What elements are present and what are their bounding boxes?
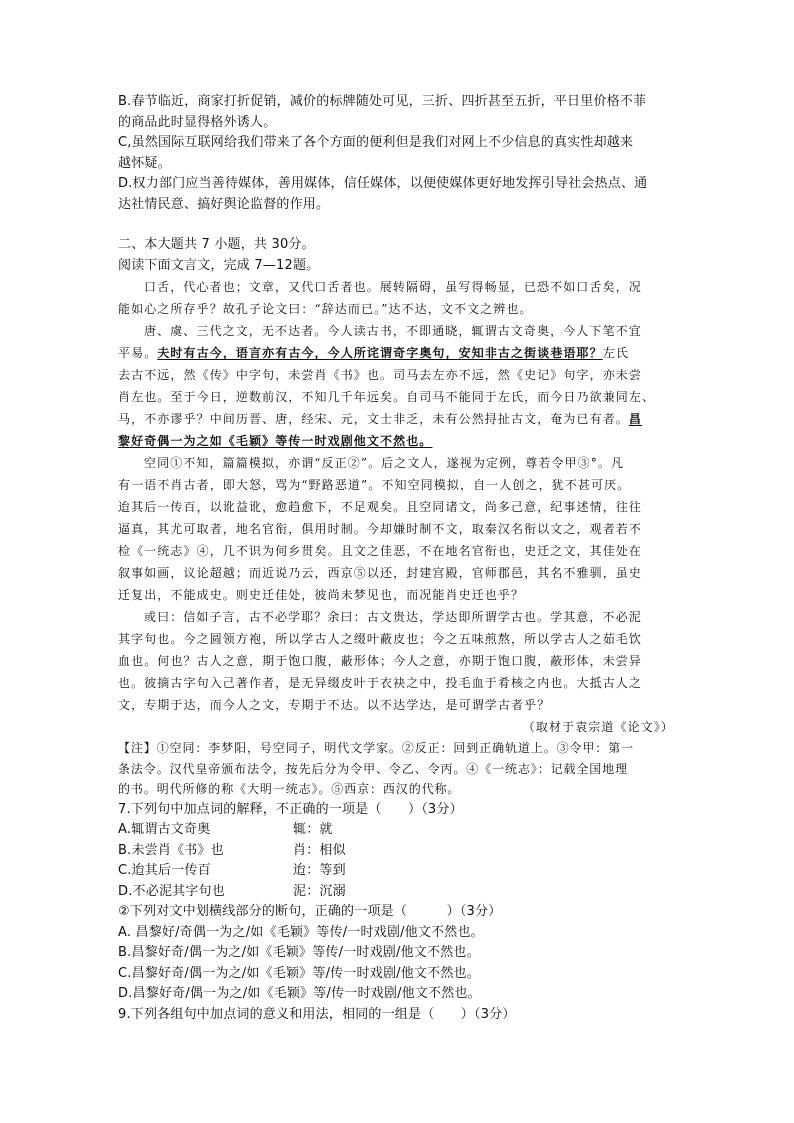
q6-option-d-line2: 达社情民意、搞好舆论监督的作用。	[118, 196, 330, 212]
q6-option-d-line1: D.权力部门应当善待媒体，善用媒体，信任媒体，以便使媒体更好地发挥引导社会热点、通	[118, 176, 648, 191]
section-instruction: 阅读下面文言文，完成 7—12题。	[118, 257, 320, 273]
question-8	[118, 902, 678, 1005]
passage-p1-line2: 能如心之所存乎？故孔子论文曰：“辞达而已。”达不达，文不文之辨也。	[118, 302, 533, 316]
q7-option-b-gloss: 肖：相似	[293, 842, 346, 858]
underlined-sentence-2-start: 昌	[628, 412, 643, 426]
q8-option-c[interactable]: C.昌黎好奇/偶一为之/如《毛颖》等/传一时戏剧/他文不然也。	[118, 965, 480, 981]
q7-option-d[interactable]	[118, 882, 678, 903]
passage-p3-line5: 检《一统志》④，几不识为何乡贯矣。且文之佳恶，不在地名官衔也，史迁之文，其佳处在	[118, 544, 643, 558]
q6-option-c-line1: C,虽然国际互联网给我们带来了各个方面的便利但是我们对网上不少信息的真实性却越来	[118, 135, 634, 150]
q7-option-c-sentence: C.迨其后一传百	[118, 863, 211, 878]
section-heading: 二、本大题共 7 小题，共 30分。	[118, 237, 315, 252]
classical-passage	[118, 276, 678, 738]
q7-option-a-sentence: A.辄谓古文奇奥	[118, 822, 211, 837]
q7-option-c-gloss: 迨：等到	[293, 863, 346, 878]
passage-p4-line5: 文，专期于达，而今人之文，专期于不达。以不达学达，是可谓学古者乎？	[118, 698, 551, 712]
note-line2: 条法令。汉代皇帝颁布法令，按先后分为令甲、令乙、令丙。④《一统志》：记载全国地理	[118, 761, 629, 776]
question-9	[118, 1005, 678, 1026]
passage-source: （取材于袁宗道《论文》）	[522, 720, 674, 734]
passage-p2-line2-post: 左氏	[602, 346, 629, 360]
q8-option-b[interactable]: B.昌黎好奇/偶一为之/如《毛颖》等传/一时戏剧/他文不然也。	[118, 945, 480, 960]
q7-stem: 7.下列句中加点词的解释，不正确的一项是（ ）（3分）	[118, 801, 463, 817]
passage-p2-line2	[118, 342, 678, 364]
passage-p2-line2-pre: 平易。	[118, 346, 158, 360]
passage-p3-line3: 迨其后一传百，以讹益讹，愈趋愈下，不足观矣。且空同诸文，尚多己意，纪事述情，往往	[118, 500, 643, 514]
q7-option-b-sentence: B.未尝肖《书》也	[118, 842, 224, 858]
passage-p4-line2: 其字句也。今之圆领方袍，所以学古人之缀叶蔽皮也；今之五味煎熬，所以学古人之茹毛饮	[118, 632, 643, 646]
q7-option-d-sentence: D.不必泥其字句也	[118, 883, 225, 899]
question-7	[118, 800, 678, 903]
q7-option-a[interactable]	[118, 820, 678, 841]
passage-p2-line5	[118, 408, 678, 430]
passage-p4-line4: 也。彼摘古字句入己著作者，是无异缀皮叶于衣袂之中，投毛血于肴核之内也。大抵古人之	[118, 676, 643, 690]
passage-p3-line4: 逼真，其尤可取者，地名官衔，俱用时制。今却嫌时制不文，取秦汉名衔以文之，观者若不	[118, 522, 643, 536]
passage-p3-line1: 空同①不知，篇篇模拟，亦谓“反正②”。后之文人，遂视为定例，尊若令甲③°。凡	[144, 456, 625, 470]
q6-option-b-line2: 的商品此时显得格外诱人。	[118, 114, 277, 130]
exam-page	[118, 92, 678, 1025]
passage-p3-line7: 迁复出，不能成史。则史迁佳处，彼尚未梦见也，而况能肖史迁也乎？	[118, 588, 525, 602]
q7-option-d-gloss: 泥：沉溺	[293, 883, 346, 899]
passage-p4-line3: 血也。何也？古人之意，期于饱口腹，蔽形体；今人之意，亦期于饱口腹，蔽形体，未尝异	[118, 654, 643, 668]
passage-p1-line1: 口舌，代心者也；文章，又代口舌者也。展转隔碍，虽写得畅显，已恐不如口舌矣，况	[144, 280, 642, 294]
passage-p3-line2: 有一语不肖古者，即大怒，骂为“野路恶道”。不知空同模拟，自一人创之，犹不甚可厌。	[118, 478, 631, 492]
q8-stem: ②下列对文中划横线部分的断句，正确的一项是（ ）（3分）	[118, 904, 502, 919]
q6-option-b-line1: B.春节临近，商家打折促销，减价的标牌随处可见，三折、四折甚至五折，平日里价格不菲	[118, 94, 647, 109]
passage-p2-line4: 肖左也。至于今日，逆数前汉，不知几千年远矣。自司马不能同于左氏，而今日乃欲兼同左、	[118, 390, 656, 404]
passage-p4-line1: 或曰：信如子言，古不必学耶？余曰：古文贵达，学达即所谓学古也。学其意，不必泥	[144, 610, 642, 624]
note-line3: 的书。明代所修的称《大明一统志》。⑤西京：西汉的代称。	[118, 782, 461, 796]
q9-stem: 9.下列各组句中加点词的意义和用法，相同的一组是（ ）（3分）	[118, 1006, 516, 1022]
q8-option-d[interactable]: D.昌黎好奇/偶一为之/如《毛颖》等/传一时戏剧/他文不然也。	[118, 986, 481, 1001]
q6-option-c-line2: 越怀疑。	[118, 155, 171, 171]
note-line1: 【注】①空同：李梦阳，号空同子，明代文学家。②反正：回到正确轨道上。③令甲：第一	[118, 741, 635, 755]
q7-option-c[interactable]	[118, 861, 678, 882]
underlined-sentence-1: 夫时有古今，语言亦有古今，今人所诧谓奇字奥句，安知非古之街谈巷语耶？	[157, 346, 603, 360]
q8-option-a[interactable]: A. 昌黎好/奇偶一为之/如《毛颖》等传/一时戏剧/他文不然也。	[118, 924, 484, 940]
underlined-sentence-2: 黎好奇偶一为之如《毛颖》等传一时戏剧他文不然也。	[118, 434, 433, 448]
q6-options-block	[118, 92, 678, 215]
passage-p2-line5-text: 马，不亦谬乎？中间历晋、唐，经宋、元，文士非乏，未有公然挦扯古文，奄为已有者。	[118, 412, 629, 426]
passage-p2-line3: 去古不远，然《传》中字句，未尝肖《书》也。司马去左亦不远，然《史记》句字，亦未尝	[118, 368, 643, 382]
passage-p2-line1: 唐、虞、三代之文，无不达者。今人读古书，不即通晓，辄谓古文奇奥，今人下笔不宜	[144, 324, 642, 338]
q7-option-b[interactable]	[118, 841, 678, 862]
passage-p3-line6: 叙事如画，议论超越；而近说乃云，西京⑤以还，封建宫殿，官师郡邑，其名不雅驯，虽史	[118, 566, 643, 580]
q7-option-a-gloss: 辄：就	[293, 822, 333, 837]
notes-block	[118, 738, 678, 800]
